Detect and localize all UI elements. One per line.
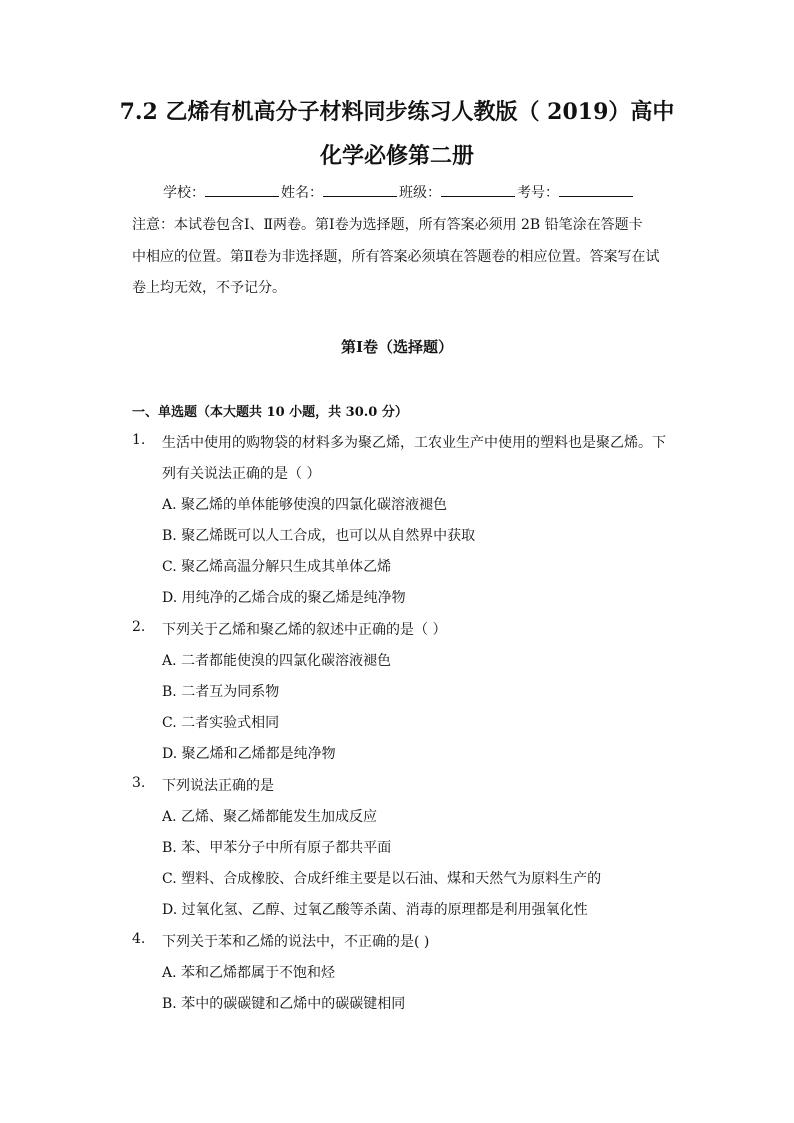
notice-line: 中相应的位置。第Ⅱ卷为非选择题，所有答案必须填在答题卷的相应位置。答案写在试: [132, 249, 660, 265]
option-c: C. 塑料、合成橡胶、合成纤维主要是以石油、煤和天然气为原料生产的: [162, 871, 602, 887]
option-b: B. 苯中的碳碳键和乙烯中的碳碳键相同: [162, 996, 406, 1012]
option-c: C. 聚乙烯高温分解只生成其单体乙烯: [162, 559, 392, 575]
section-title: 第Ⅰ卷（选择题）: [340, 338, 454, 356]
question-number: 2.: [132, 619, 146, 635]
title-line-1: 7.2 乙烯有机高分子材料同步练习人教版（ 2019）高中: [119, 99, 675, 125]
option-a: A. 二者都能使溴的四氯化碳溶液褪色: [162, 653, 392, 669]
question-number: 3.: [132, 775, 146, 791]
name-blank: [323, 182, 397, 197]
question-text: 下列说法正确的是: [162, 778, 274, 794]
question-text: 列有关说法正确的是（ ）: [162, 466, 321, 482]
class-blank: [441, 182, 515, 197]
question-type-heading: 一、单选题（本大题共 10 小题，共 30.0 分）: [132, 405, 408, 420]
school-blank: [205, 182, 279, 197]
option-a: A. 聚乙烯的单体能够使溴的四氯化碳溶液褪色: [162, 497, 448, 513]
notice-line: 注意：本试卷包含Ⅰ、Ⅱ两卷。第Ⅰ卷为选择题，所有答案必须用 2B 铅笔涂在答题卡: [132, 217, 643, 233]
option-b: B. 聚乙烯既可以人工合成，也可以从自然界中获取: [162, 528, 476, 544]
question-number: 4.: [132, 931, 146, 947]
option-d: D. 过氧化氢、乙醇、过氧乙酸等杀菌、消毒的原理都是利用强氧化性: [162, 902, 588, 918]
notice-line: 卷上均无效，不予记分。: [132, 280, 286, 296]
exam-no-label: 考号：: [517, 185, 559, 201]
name-label: 姓名：: [281, 185, 323, 201]
exam-no-blank: [559, 182, 633, 197]
class-label: 班级：: [399, 185, 441, 201]
question-number: 1.: [132, 432, 146, 448]
option-b: B. 苯、甲苯分子中所有原子都共平面: [162, 840, 392, 856]
title-line-2: 化学必修第二册: [319, 143, 474, 169]
student-info-row: [163, 182, 635, 202]
school-label: 学校：: [163, 185, 205, 201]
question-text: 下列关于苯和乙烯的说法中，不正确的是( ): [162, 934, 430, 950]
option-d: D. 聚乙烯和乙烯都是纯净物: [162, 746, 336, 762]
option-a: A. 苯和乙烯都属于不饱和烃: [162, 965, 336, 981]
question-text: 下列关于乙烯和聚乙烯的叙述中正确的是（ ）: [162, 622, 447, 638]
option-d: D. 用纯净的乙烯合成的聚乙烯是纯净物: [162, 590, 406, 606]
option-a: A. 乙烯、聚乙烯都能发生加成反应: [162, 809, 378, 825]
option-b: B. 二者互为同系物: [162, 684, 280, 700]
option-c: C. 二者实验式相同: [162, 715, 280, 731]
question-text: 生活中使用的购物袋的材料多为聚乙烯，工农业生产中使用的塑料也是聚乙烯。下: [162, 435, 666, 451]
